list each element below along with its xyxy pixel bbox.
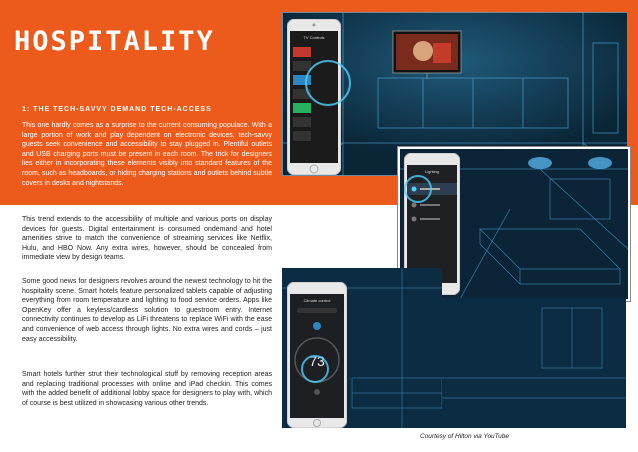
touch-ring-icon [298, 53, 358, 113]
hotel-climate-photo [282, 268, 442, 428]
touch-ring-icon [298, 352, 332, 386]
photo-caption: Courtesy of Hilton via YouTube [420, 433, 510, 440]
room-wall-illustration [442, 298, 626, 428]
hotel-room-wall-photo [442, 298, 626, 428]
lights-app-header: Lighting [424, 169, 440, 174]
temperature-readout: 73 [309, 353, 325, 369]
tv-app-header: TV Controls [303, 35, 325, 40]
paragraph-4: Smart hotels further strut their technological stuff by removing reception areas and replacing traditional processes with online and iPad checkin. This comes with the added benefit of additional lobby space for designers to play with, which of course is best utilized in showcasing various other trends. [22, 371, 272, 407]
page-title: HOSPITALITY [14, 26, 215, 57]
paragraph-3: Some good news for designers revolves around the newest technology to hit the hospitality scene. Smart hotels feature personalized tablets capable of adjusting everything from room temperature and lighting to food service orders. Apps like OpenKey offer a keyless/cardless solution to guestroom entry. Internet connectivity continues to develop as LiFi threatens to replace WiFi with the ease and convenience of web access through lights. No extra wires and cords – just easy accessibility. [22, 278, 272, 343]
climate-app-header: Climate control [303, 298, 331, 303]
paragraph-2: This trend extends to the accessibility of multiple and various ports on display devices for guests. Digital entertainment is consumed ondemand and hotel amenities strive to match the convenience of streaming services like Netflix, Hulu, and HBO Now. Any extra wires, however, should be concealed from immediate view by design teams. [22, 216, 272, 262]
paragraph-1: This one hardly comes as a surprise to the current consuming populace. With a large portion of work and play dependent on electronic devices, tech-savvy guests seek convenience and accessibility to stay plugged in. Plentiful outlets and USB charging ports must be present in each room. The trick for designers lies either in incorporating these elements visibly into standard features of the room, such as headboards, or hiding charging stations and outlets behind subtle covers in desks and nightstands. [22, 122, 272, 187]
section-heading: 1: THE TECH-SAVVY DEMAND TECH-ACCESS [22, 106, 212, 113]
touch-ring-icon [400, 171, 436, 207]
